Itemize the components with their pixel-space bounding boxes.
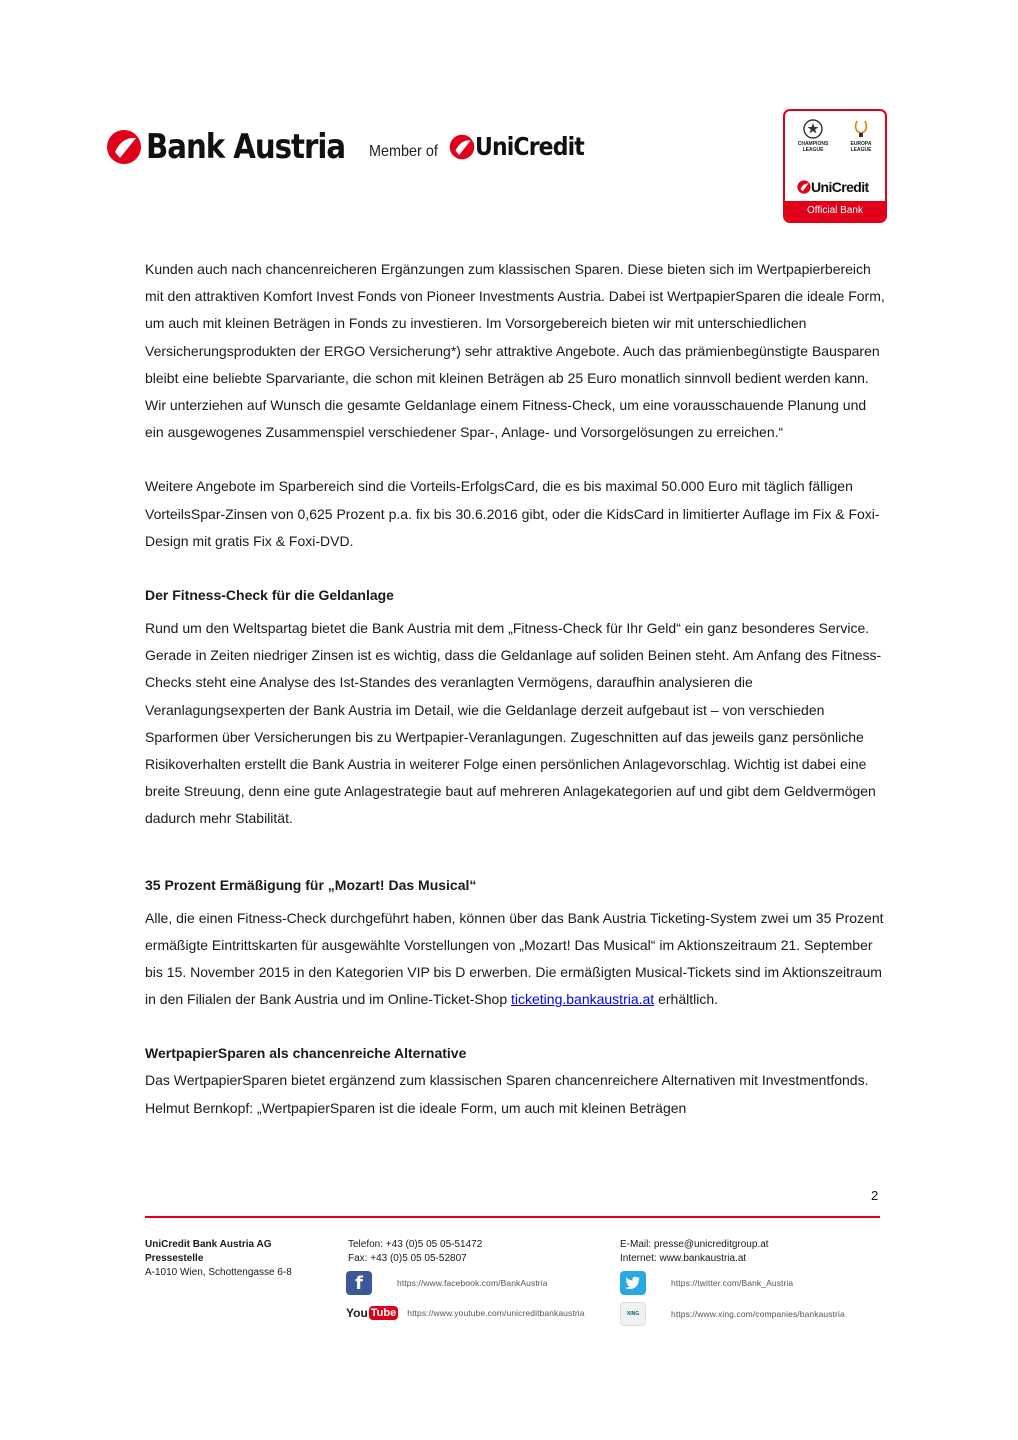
paragraph-wertpapiersparen: Das WertpapierSparen bietet ergänzend zum klassischen Sparen chancenreichere Alternativen mit Investmentfonds. Helmut Bernkopf: „WertpapierSparen ist die ideale Form, um auch mit kleinen Beträgen (145, 1072, 869, 1116)
champions-league-logo (793, 119, 833, 153)
badge-unicredit-text: UniCredit (811, 179, 869, 195)
official-bank-label: Official Bank (785, 201, 885, 221)
xing-icon-text: XING (626, 1311, 640, 1317)
xing-row[interactable] (620, 1302, 845, 1326)
footer-company: UniCredit Bank Austria AG (145, 1239, 272, 1250)
bank-austria-logo (106, 124, 378, 170)
champions-league-text: CHAMPIONS LEAGUE (797, 141, 829, 153)
paragraph-mozart-text: Alle, die einen Fitness-Check durchgeführt haben, können über das Bank Austria Ticketing-System zwei um 35 Prozent ermäßigte Eintrittskarten für ausgewählte Vorstellungen von „Mozart! Das Musical“ im Aktionszeitraum 21. September bis 15. November 2015 in den Kategorien VIP bis D erwerben. Die ermäßigten Musical-Tickets sind im Aktionszeitraum in den Filialen der Bank Austria und im Online-Ticket-Shop (145, 909, 884, 1008)
paragraph-fitness-check: Rund um den Weltspartag bietet die Bank Austria mit dem „Fitness-Check für Ihr Geld“ ein ganz besonderes Service. Gerade in Zeiten niedriger Zinsen ist es wichtig, dass die Geldanlage auf soliden Beinen steht. Am Anfang des Fitness-Checks steht eine Analyse des Ist-Standes des veranlagten Vermögens, daraufhin analysieren die Veranlagungsexperten der Bank Austria im Detail, wie die Geldanlage derzeit aufgebaut ist – von verschieden Sparformen über Versicherungen bis zu Wertpapier-Veranlagungen. Zugeschnitten auf das jeweils ganz persönliche Risikoverhalten erstellt die Bank Austria in weiterer Folge einen persönlichen Anlagevorschlag. Wichtig ist dabei eine breite Streuung, denn eine gute Anlagestrategie baut auf mehreren Anlagekategorien auf und gibt dem Geldvermögen dadurch mehr Stabilität. (145, 620, 882, 827)
heading-mozart-discount: 35 Prozent Ermäßigung für „Mozart! Das Musical“ (145, 876, 477, 893)
unicredit-swoosh-icon (106, 129, 142, 165)
facebook-url[interactable]: https://www.facebook.com/BankAustria (397, 1278, 548, 1288)
ticketing-link[interactable]: ticketing.bankaustria.at (511, 991, 655, 1008)
youtube-url[interactable]: https://www.youtube.com/unicreditbankaustria (407, 1308, 585, 1318)
paragraph-mozart (145, 905, 885, 1014)
page-number: 2 (871, 1188, 879, 1203)
footer-fax: Fax: +43 (0)5 05 05-52807 (348, 1253, 467, 1264)
unicredit-swoosh-icon (797, 180, 811, 194)
footer-company-block (145, 1238, 292, 1280)
paragraph-intro: Kunden auch nach chancenreicheren Ergänzungen zum klassischen Sparen. Diese bieten sich im Wertpapierbereich mit den attraktiven Komfort Invest Fonds von Pioneer Investments Austria. Dabei ist WertpapierSparen die ideale Form, um auch mit kleinen Beträgen in Fonds zu investieren. Im Vorsorgebereich bieten wir mit unterschiedlichen Versicherungsprodukten der ERGO Versicherung*) sehr attraktive Angebote. Auch das prämienbegünstigte Bausparen bleibt eine beliebte Sparvariante, die schon mit kleinen Beträgen ab 25 Euro monatlich sinnvoll bedient werden kann. Wir unterziehen auf Wunsch die gesamte Geldanlage einem Fitness-Check, um eine vorausschauende Planung und ein ausgewogenes Zusammenspiel verschiedener Spar-, Anlage- und Vorsorgelösungen zu erreichen.“ (145, 261, 885, 441)
facebook-row[interactable] (346, 1271, 548, 1295)
unicredit-wordmark: UniCredit (475, 132, 585, 161)
twitter-row[interactable] (620, 1271, 793, 1295)
footer-phone-block (348, 1238, 482, 1266)
footer-internet: Internet: www.bankaustria.at (620, 1253, 747, 1264)
europa-cup-icon (851, 119, 871, 139)
xing-url[interactable]: https://www.xing.com/companies/bankaustria (671, 1309, 845, 1319)
member-of-unicredit-logo (369, 132, 599, 161)
twitter-bird-icon (625, 1276, 641, 1290)
footer-contact-block (620, 1238, 769, 1266)
europa-league-text: EUROPA LEAGUE (850, 141, 872, 153)
europa-league-logo (841, 119, 881, 153)
twitter-url[interactable]: https://twitter.com/Bank_Austria (671, 1278, 794, 1288)
paragraph-mozart-end: erhältlich. (654, 991, 719, 1008)
footer-address: A-1010 Wien, Schottengasse 6-8 (145, 1267, 292, 1278)
xing-icon[interactable] (620, 1302, 646, 1326)
footer-department: Pressestelle (145, 1253, 204, 1264)
footer-email: E-Mail: presse@unicreditgroup.at (620, 1239, 769, 1250)
unicredit-swoosh-icon (449, 134, 475, 160)
youtube-tube-text: Tube (370, 1307, 397, 1319)
official-bank-badge (783, 109, 887, 223)
youtube-row[interactable] (346, 1302, 585, 1324)
heading-fitness-check: Der Fitness-Check für die Geldanlage (145, 587, 394, 604)
facebook-icon[interactable]: f (346, 1271, 372, 1295)
starball-icon (803, 119, 823, 139)
heading-wertpapiersparen: WertpapierSparen als chancenreiche Alternative (145, 1045, 467, 1062)
article-body (145, 256, 885, 1122)
youtube-you-text: You (346, 1306, 368, 1320)
footer-divider (145, 1216, 880, 1218)
member-of-text: Member of (369, 142, 438, 160)
youtube-icon[interactable] (346, 1302, 398, 1324)
footer-phone: Telefon: +43 (0)5 05 05-51472 (348, 1239, 483, 1250)
badge-unicredit-logo (797, 179, 869, 195)
twitter-icon[interactable] (620, 1271, 646, 1295)
brand-name: Bank Austria (146, 127, 346, 167)
paragraph-offers: Weitere Angebote im Sparbereich sind die Vorteils-ErfolgsCard, die es bis maximal 50.000 Euro mit täglich fälligen VorteilsSpar-Zinsen von 0,625 Prozent p.a. fix bis 30.6.2016 gibt, oder die KidsCard in limitierter Auflage im Fix & Foxi-Design mit gratis Fix & Foxi-DVD. (145, 478, 880, 549)
